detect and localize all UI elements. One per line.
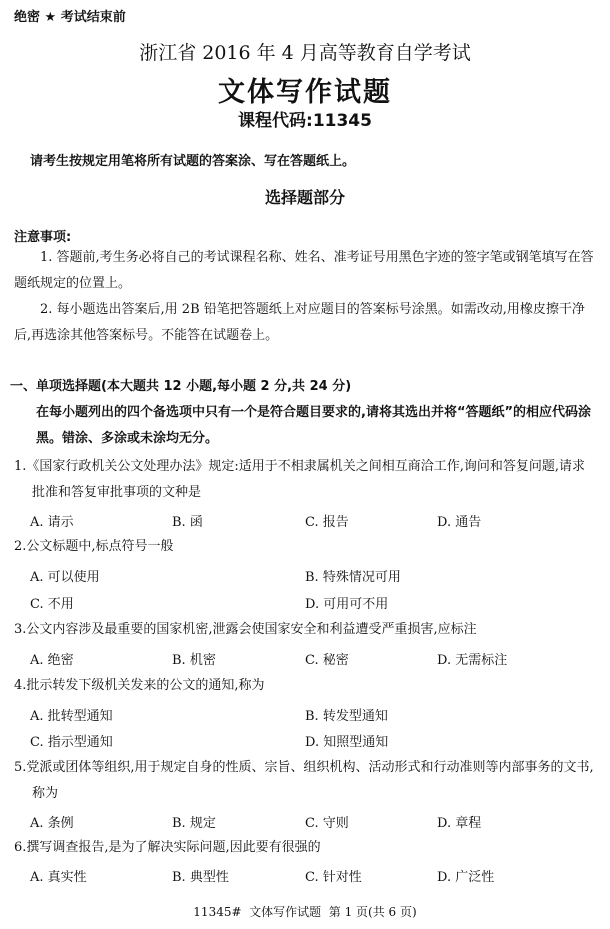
option-b: B. 典型性 [172,870,229,885]
option-c: C. 报告 [305,515,349,530]
notes-heading: 注意事项: [14,230,72,245]
option-d: D. 可用可不用 [305,597,389,612]
paper-title: 文体写作试题 [218,77,392,108]
answer-instruction: 请考生按规定用笔将所有试题的答案涂、写在答题纸上。 [30,154,356,169]
option-a: A. 批转型通知 [30,709,113,724]
question-stem: 4.批示转发下级机关发来的公文的通知,称为 [14,678,265,693]
exam-title: 浙江省 2016 年 4 月高等教育自学考试 [139,42,471,64]
secret-mark: 绝密 ★ 考试结束前 [14,10,126,25]
option-d: D. 无需标注 [437,653,508,668]
note-item: 2. 每小题选出答案后,用 2B 铅笔把答题纸上对应题目的答案标号涂黑。如需改动,用橡皮擦干净后,再选涂其他答案标号。不能答在试题卷上。 [14,302,585,343]
question-stem: 2.公文标题中,标点符号一般 [14,539,174,554]
option-a: A. 条例 [30,816,74,831]
option-c: C. 针对性 [305,870,362,885]
section-title: 选择题部分 [264,188,345,207]
option-c: C. 秘密 [305,653,349,668]
option-d: D. 通告 [437,515,482,530]
option-a: A. 绝密 [30,653,74,668]
option-c: C. 守则 [305,816,349,831]
option-b: B. 转发型通知 [305,709,388,724]
part-heading: 一、单项选择题(本大题共 12 小题,每小题 2 分,共 24 分) [10,379,352,394]
option-b: B. 规定 [172,816,216,831]
page-footer: 11345# 文体写作试题 第 1 页(共 6 页) [193,905,417,919]
option-a: A. 请示 [30,515,74,530]
option-a: A. 可以使用 [30,570,100,585]
option-d: D. 广泛性 [437,870,495,885]
question-stem: 5.党派或团体等组织,用于规定自身的性质、宗旨、组织机构、活动形式和行动准则等内部事务的文书,称为 [14,760,594,801]
option-b: B. 机密 [172,653,216,668]
note-item: 1. 答题前,考生务必将自己的考试课程名称、姓名、准考证号用黑色字迹的签字笔或钢笔填写在答题纸规定的位置上。 [14,250,594,291]
part-directions: 在每小题列出的四个备选项中只有一个是符合题目要求的,请将其选出并将“答题纸”的相应代码涂黑。错涂、多涂或未涂均无分。 [36,405,592,446]
option-b: B. 函 [172,515,203,530]
option-b: B. 特殊情况可用 [305,570,401,585]
option-d: D. 章程 [437,816,482,831]
question-stem: 3.公文内容涉及最重要的国家机密,泄露会使国家安全和利益遭受严重损害,应标注 [14,622,477,637]
option-c: C. 不用 [30,597,74,612]
course-code: 课程代码:11345 [238,111,372,131]
question-stem: 6.撰写调查报告,是为了解决实际问题,因此要有很强的 [14,840,321,855]
option-c: C. 指示型通知 [30,735,113,750]
option-d: D. 知照型通知 [305,735,389,750]
question-stem: 1.《国家行政机关公文处理办法》规定:适用于不相隶属机关之间相互商洽工作,询问和答复问题,请求批准和答复审批事项的文种是 [14,459,586,500]
option-a: A. 真实性 [30,870,87,885]
